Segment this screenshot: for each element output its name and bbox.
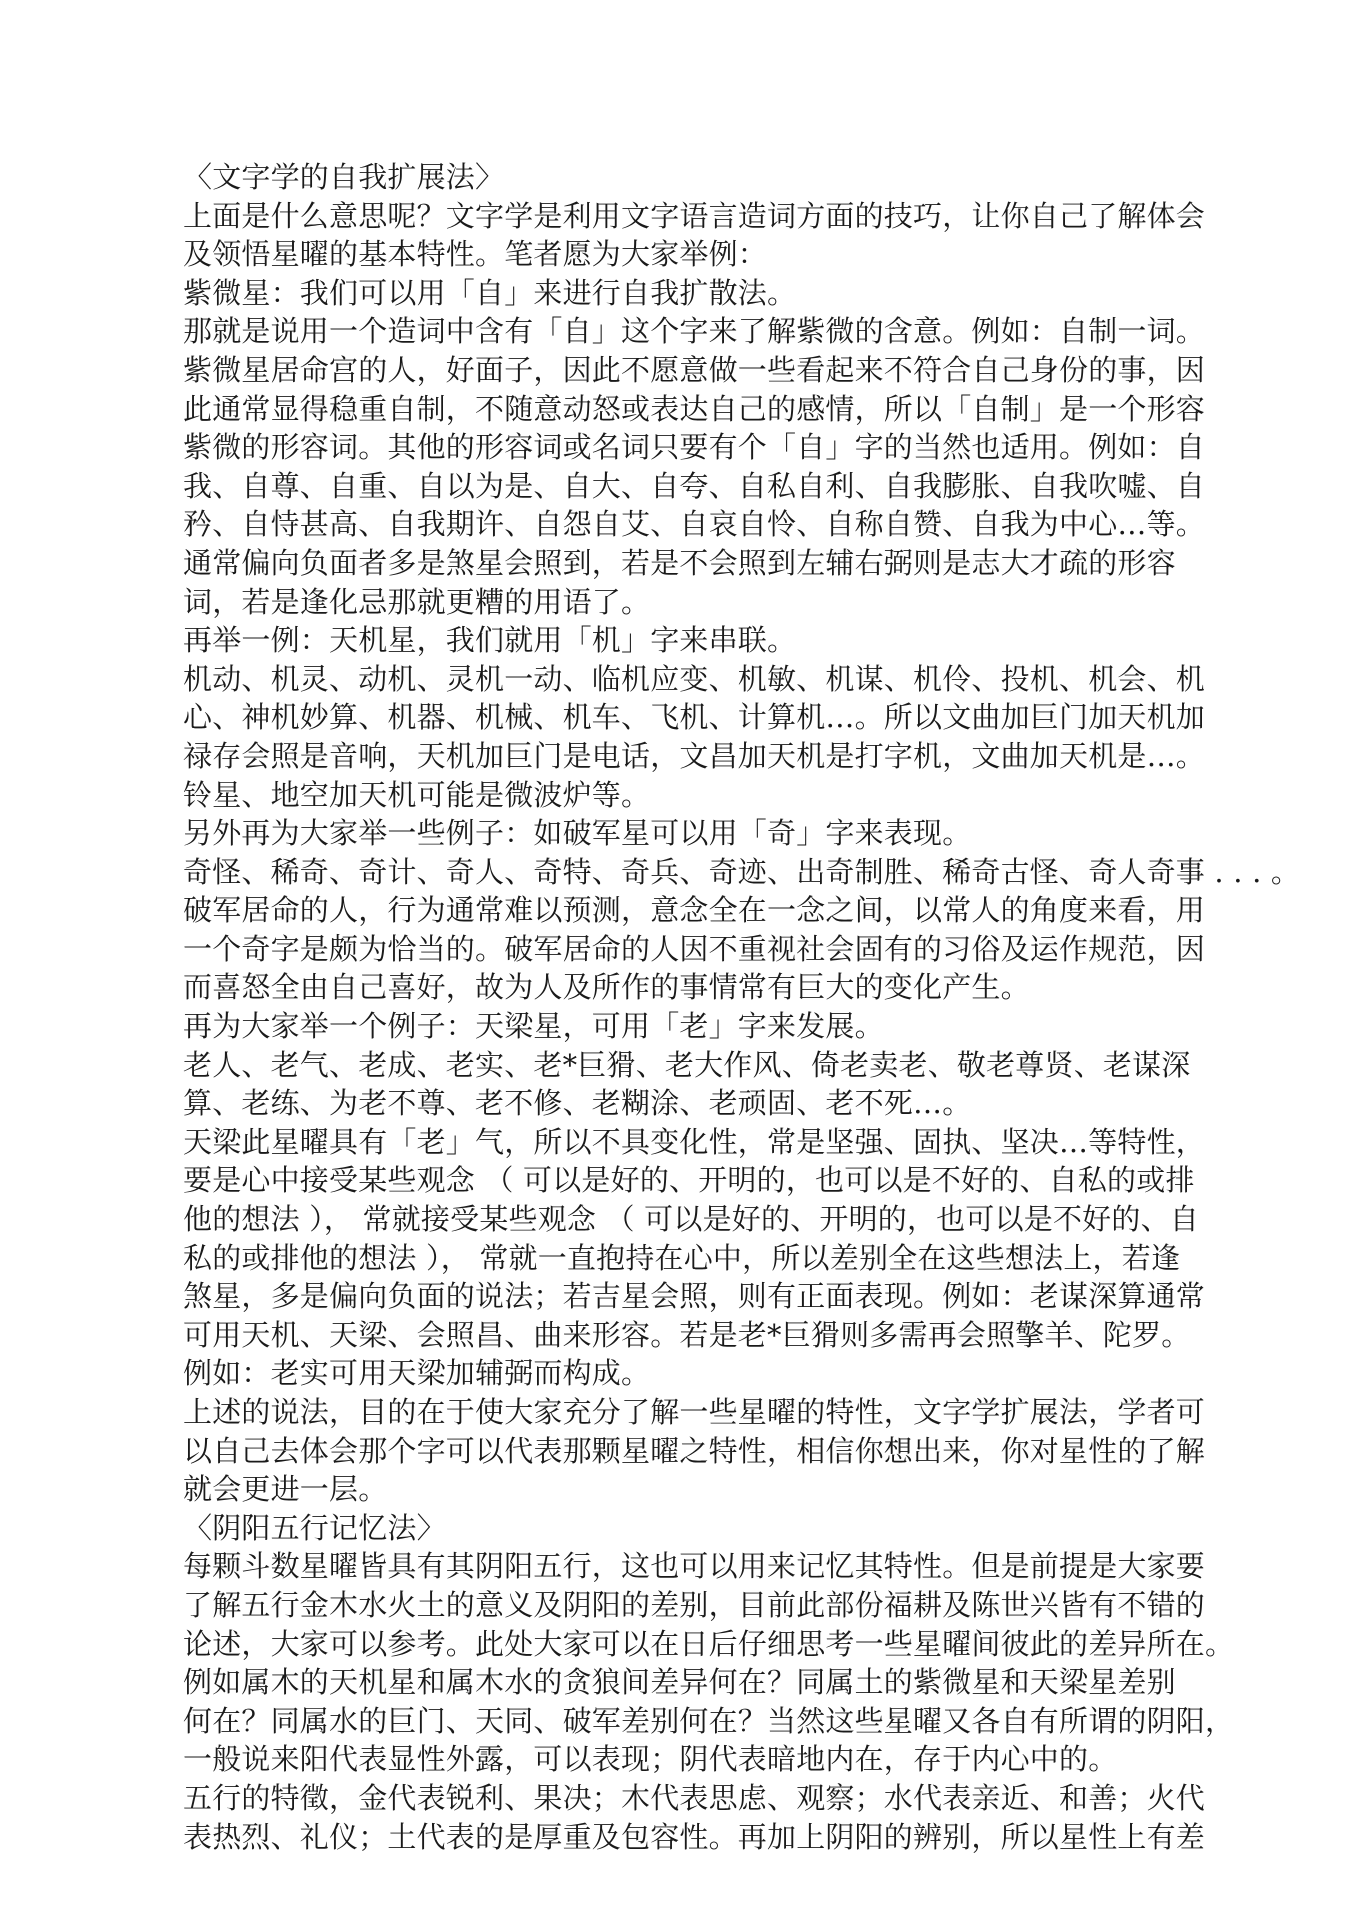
paragraph-line: 我、自尊、自重、自以为是、自大、自夸、自私自利、自我膨胀、自我吹嘘、自 — [183, 468, 1206, 503]
paragraph-line: 要是心中接受某些观念 （ 可以是好的、开明的，也可以是不好的、自私的或排 — [183, 1163, 1195, 1198]
paragraph-line: 禄存会照是音响，天机加巨门是电话，文昌加天机是打字机，文曲加天机是…。 — [183, 738, 1206, 773]
paragraph-line: 天梁此星曜具有「老」气，所以不具变化性，常是坚强、固执、坚决…等特性， — [183, 1124, 1206, 1159]
paragraph-line: 词，若是逢化忌那就更糟的用语了。 — [183, 584, 651, 619]
heading-yin-yang-five-elements-method: 〈阴阳五行记忆法〉 — [183, 1510, 446, 1545]
paragraph-line: 上述的说法，目的在于使大家充分了解一些星曜的特性，文字学扩展法，学者可 — [183, 1395, 1206, 1429]
paragraph-line: 另外再为大家举一些例子：如破军星可以用「奇」字来表现。 — [183, 816, 972, 851]
paragraph-line: 机动、机灵、动机、灵机一动、临机应变、机敏、机谋、机伶、投机、机会、机 — [183, 661, 1206, 696]
paragraph-line: 就会更进一层。 — [183, 1472, 388, 1507]
paragraph-line: 以自己去体会那个字可以代表那颗星曜之特性，相信你想出来，你对星性的了解 — [183, 1433, 1206, 1468]
paragraph-line: 再为大家举一个例子：天梁星，可用「老」字来发展。 — [183, 1009, 884, 1044]
paragraph-line: 五行的特徵，金代表锐利、果决；木代表思虑、观察；水代表亲近、和善；火代 — [183, 1780, 1206, 1815]
document-body — [183, 158, 1301, 1856]
paragraph-line: 老人、老气、老成、老实、老*巨猾、老大作风、倚老卖老、敬老尊贤、老谋深 — [183, 1047, 1191, 1082]
paragraph-line: 可用天机、天梁、会照昌、曲来形容。若是老*巨猾则多需再会照擎羊、陀罗。 — [183, 1317, 1191, 1352]
paragraph-line: 此通常显得稳重自制，不随意动怒或表达自己的感情，所以「自制」是一个形容 — [183, 391, 1206, 426]
paragraph-line: 何在？同属水的巨门、天同、破军差别何在？当然这些星曜又各自有所谓的阴阳， — [183, 1703, 1235, 1738]
paragraph-line: 再举一例：天机星，我们就用「机」字来串联。 — [183, 623, 797, 658]
paragraph-line: 每颗斗数星曜皆具有其阴阳五行，这也可以用来记忆其特性。但是前提是大家要 — [183, 1549, 1206, 1584]
paragraph-line: 那就是说用一个造词中含有「自」这个字来了解紫微的含意。例如：自制一词。 — [183, 314, 1206, 349]
paragraph-line: 一般说来阳代表显性外露，可以表现；阴代表暗地内在，存于内心中的。 — [183, 1742, 1118, 1777]
paragraph-line: 论述，大家可以参考。此处大家可以在日后仔细思考一些星曜间彼此的差异所在。 — [183, 1626, 1235, 1661]
paragraph-line: 煞星，多是偏向负面的说法；若吉星会照，则有正面表现。例如：老谋深算通常 — [183, 1279, 1206, 1314]
paragraph-line: 紫微星居命宫的人，好面子，因此不愿意做一些看起来不符合自己身份的事，因 — [183, 352, 1206, 387]
paragraph-line: 及领悟星曜的基本特性。笔者愿为大家举例： — [183, 237, 768, 272]
paragraph-line: 了解五行金木水火土的意义及阴阳的差别，目前此部份福耕及陈世兴皆有不错的 — [183, 1587, 1206, 1622]
paragraph-line: 紫微的形容词。其他的形容词或名词只要有个「自」字的当然也适用。例如：自 — [183, 430, 1206, 465]
paragraph-line: 例如属木的天机星和属木水的贪狼间差异何在？同属土的紫微星和天梁星差别 — [183, 1665, 1176, 1700]
paragraph-line: 而喜怒全由自己喜好，故为人及所作的事情常有巨大的变化产生。 — [183, 970, 1030, 1005]
paragraph-line: 表热烈、礼仪；土代表的是厚重及包容性。再加上阴阳的辨别，所以星性上有差 — [183, 1819, 1206, 1854]
paragraph-line: 奇怪、稀奇、奇计、奇人、奇特、奇兵、奇迹、出奇制胜、稀奇古怪、奇人奇事 . . . 。 — [183, 854, 1301, 889]
paragraph-line: 算、老练、为老不尊、老不修、老糊涂、老顽固、老不死…。 — [183, 1086, 972, 1121]
paragraph-line: 紫微星：我们可以用「自」来进行自我扩散法。 — [183, 275, 797, 310]
paragraph-line: 破军居命的人，行为通常难以预测，意念全在一念之间，以常人的角度来看，用 — [183, 893, 1206, 928]
paragraph-line: 一个奇字是颇为恰当的。破军居命的人因不重视社会固有的习俗及运作规范，因 — [183, 931, 1206, 966]
paragraph-line: 他的想法 ）， 常就接受某些观念 （ 可以是好的、开明的，也可以是不好的、自 — [183, 1202, 1199, 1237]
paragraph-line: 例如：老实可用天梁加辅弼而构成。 — [183, 1356, 651, 1391]
paragraph-line: 心、神机妙算、机器、机械、机车、飞机、计算机…。所以文曲加巨门加天机加 — [183, 700, 1206, 735]
paragraph-line: 通常偏向负面者多是煞星会照到，若是不会照到左辅右弼则是志大才疏的形容 — [183, 545, 1176, 580]
paragraph-line: 铃星、地空加天机可能是微波炉等。 — [183, 777, 651, 812]
paragraph-line: 上面是什么意思呢？文字学是利用文字语言造词方面的技巧，让你自己了解体会 — [183, 198, 1206, 233]
heading-text-expansion-method: 〈文字学的自我扩展法〉 — [183, 160, 505, 194]
paragraph-line: 私的或排他的想法 ）， 常就一直抱持在心中，所以差别全在这些想法上，若逢 — [183, 1240, 1181, 1275]
paragraph-line: 矜、自恃甚高、自我期许、自怨自艾、自哀自怜、自称自赞、自我为中心…等。 — [183, 507, 1206, 542]
